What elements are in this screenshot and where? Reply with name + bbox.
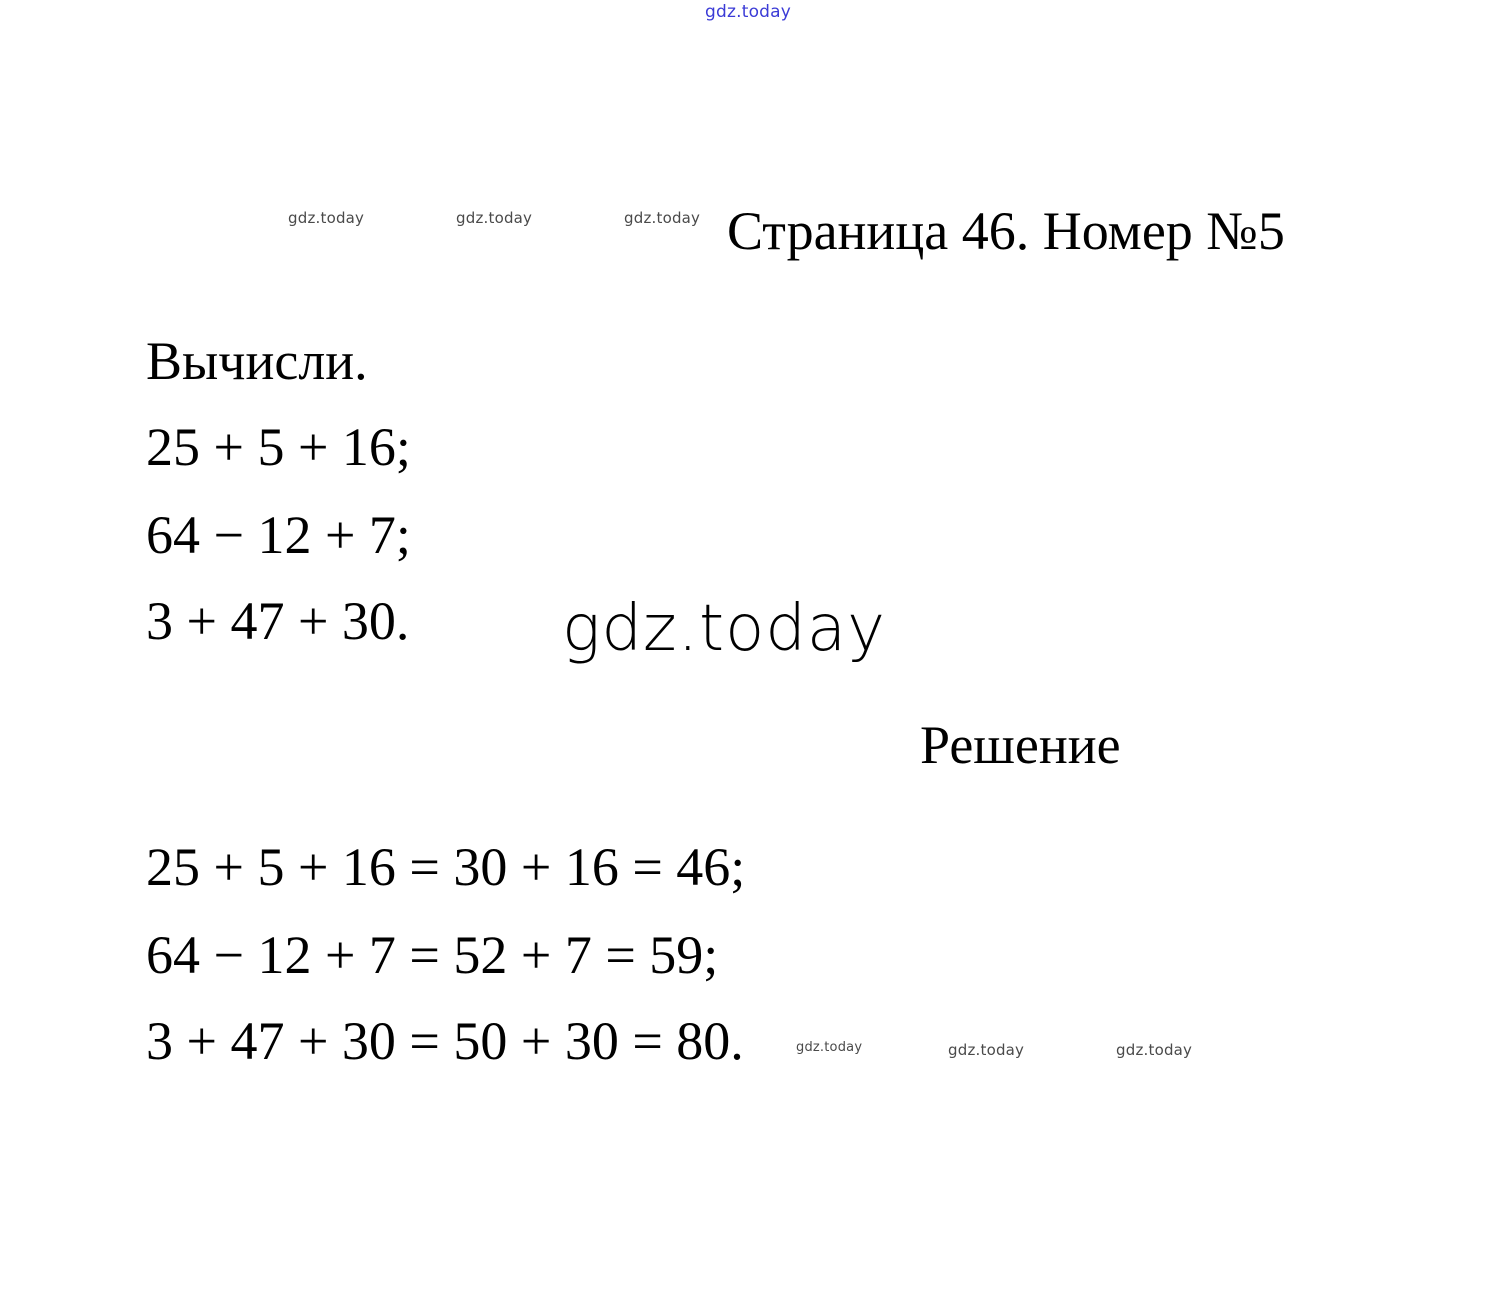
watermark: gdz.today [456, 209, 533, 227]
watermark: gdz.today [948, 1041, 1025, 1059]
watermark: gdz.today [796, 1040, 863, 1055]
page-title: Страница 46. Номер №5 [727, 201, 1285, 261]
task-instruction: Вычисли. [146, 331, 368, 391]
watermark: gdz.today [288, 209, 365, 227]
watermark: gdz.today [624, 209, 701, 227]
solution-line: 25 + 5 + 16 = 30 + 16 = 46; [146, 837, 746, 897]
solution-heading: Решение [920, 715, 1121, 775]
solution-line: 3 + 47 + 30 = 50 + 30 = 80. [146, 1011, 744, 1071]
watermark: gdz.today [1116, 1041, 1193, 1059]
task-expression: 3 + 47 + 30. [146, 591, 410, 651]
task-expression: 64 − 12 + 7; [146, 505, 411, 565]
watermark-large: gdz.today [562, 592, 886, 666]
task-expression: 25 + 5 + 16; [146, 417, 411, 477]
watermark-top: gdz.today [705, 2, 792, 22]
solution-line: 64 − 12 + 7 = 52 + 7 = 59; [146, 925, 719, 985]
